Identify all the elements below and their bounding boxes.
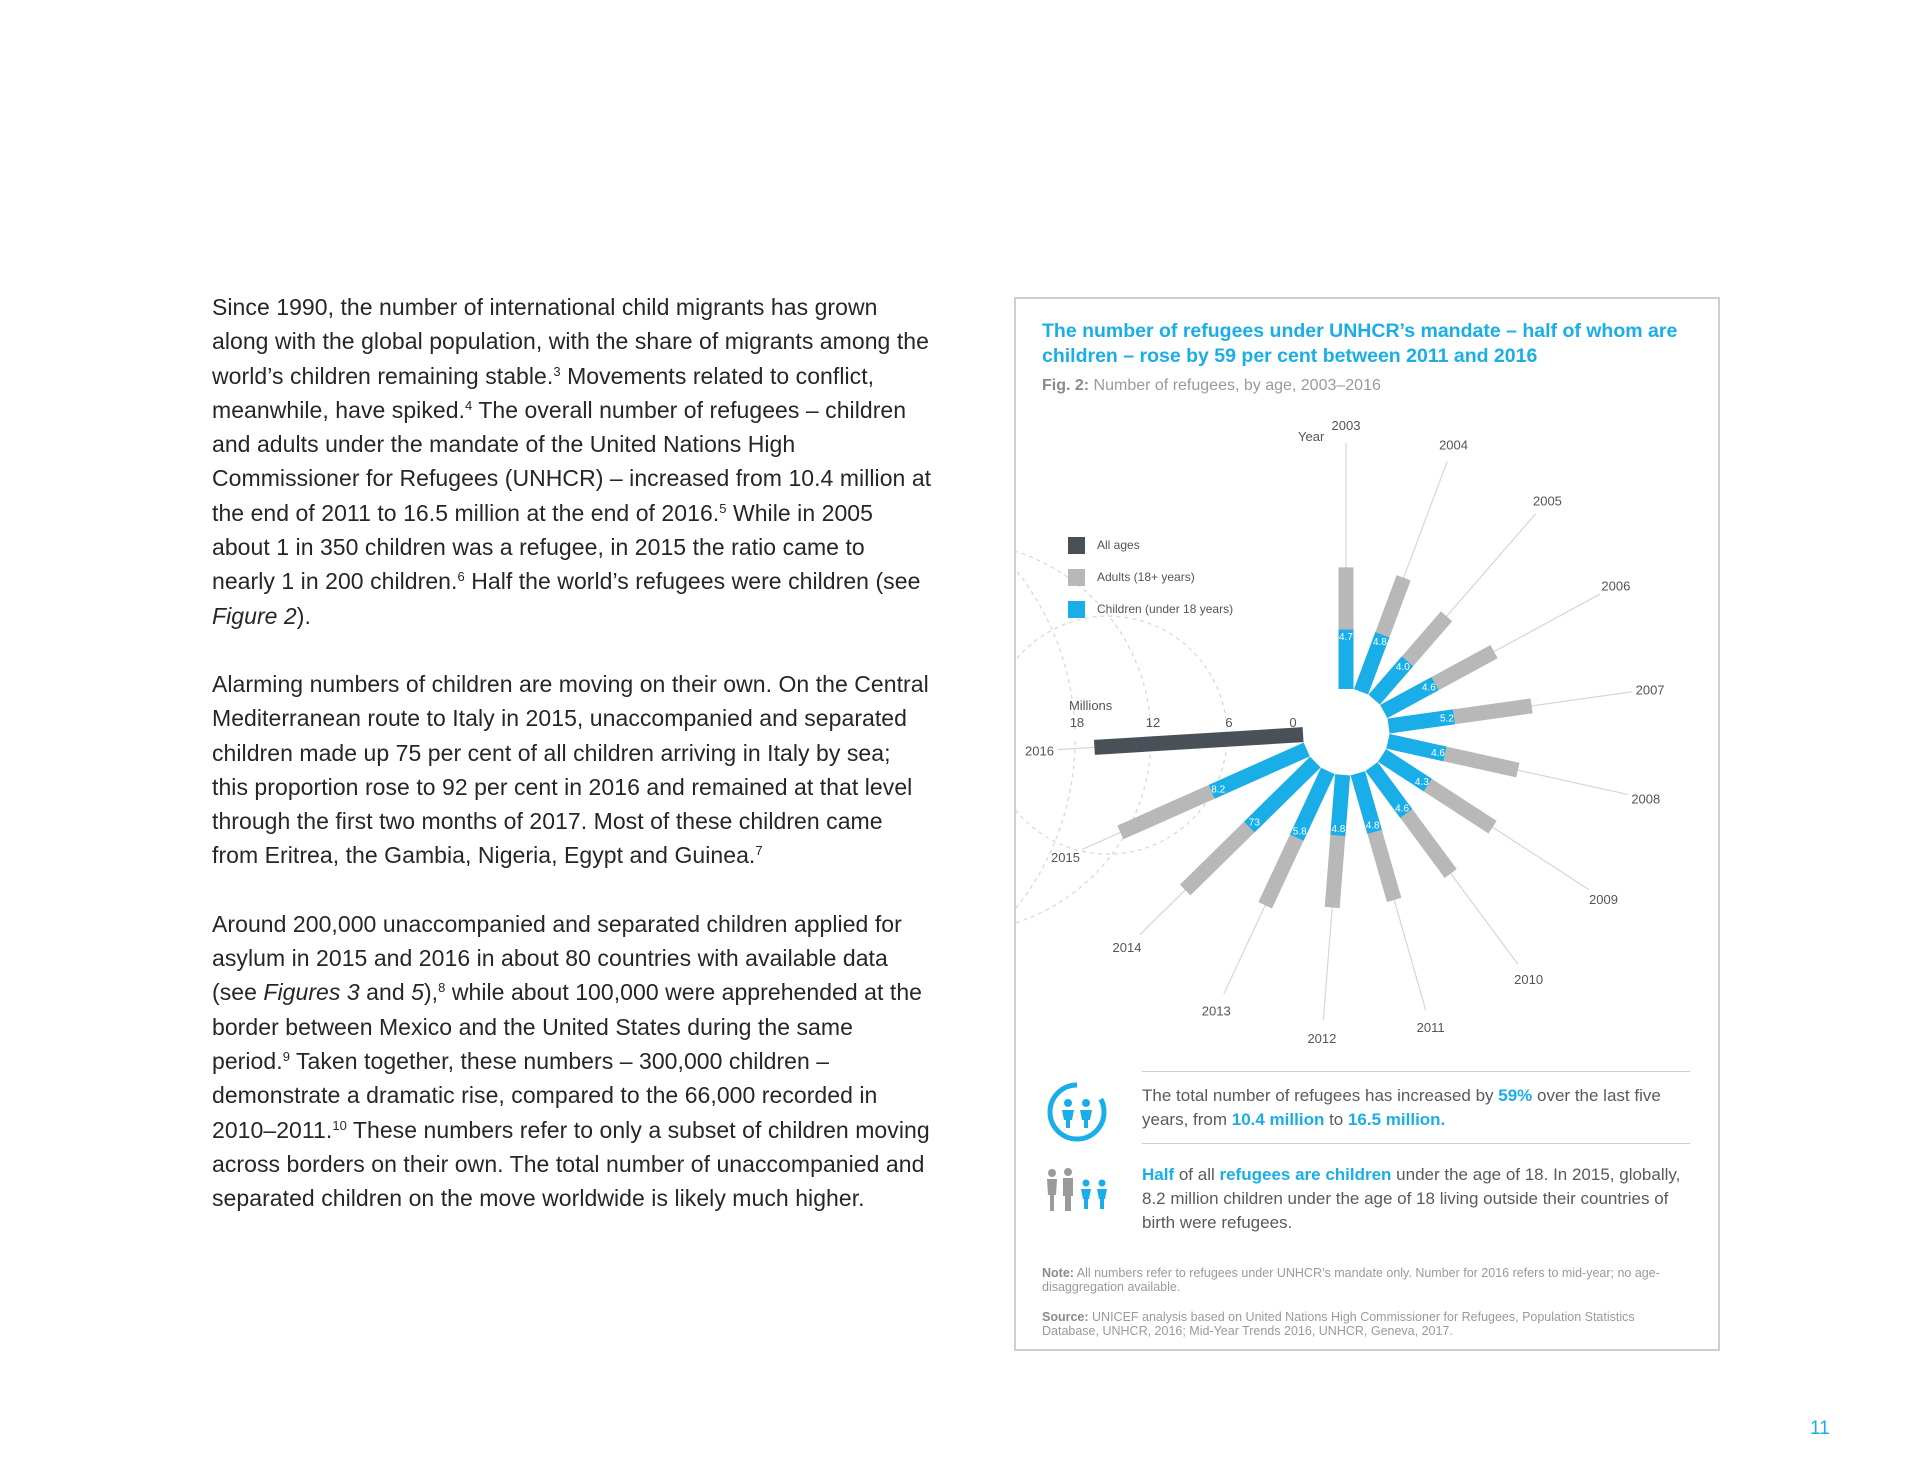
year-label: 2011 xyxy=(1416,1020,1445,1036)
children-value-label: 4.0 xyxy=(1395,662,1410,674)
paragraph-3: Around 200,000 unaccompanied and separated children applied for asylum in 2015 and 2016 in about 80 countries with available data (see Figures 3 and 5),$^8$ while about 100,000 were apprehended at the border between Mexico and the United States during the same period.$^9$ Taken together, these numbers – 300,000 children – demonstrate a dramatic rise, compared to the 66,000 recorded in 2010–2011.10 These numbers refer to only a subset of children moving across borders on their own. The total number of unaccompanied and separated children on the move worldwide is likely much higher. xyxy=(212,910,930,1212)
figure-source: Source: UNICEF analysis based on United Nations High Commissioner for Refugees, Population Statistics Database, UNHCR, 2016; Mid-Year Trends 2016, UNHCR, Geneva, 2017. xyxy=(1042,1310,1635,1338)
grid-ring xyxy=(1016,468,1075,1010)
footnote-ref[interactable]: 6 xyxy=(457,569,465,585)
refugee-children-circle-icon xyxy=(1042,1077,1112,1152)
children-value-label: 4.8 xyxy=(1331,824,1346,836)
children-value-label: 8.2 xyxy=(1211,784,1226,796)
year-label: 2003 xyxy=(1331,417,1361,433)
legend-label: Adults (18+ years) xyxy=(1097,570,1195,584)
stat-half-children: Half of all refugees are children under the age of 18. In 2015, globally, 8.2 million children under the age of 18 living outside their countries of birth were refugees. xyxy=(1142,1165,1681,1232)
children-value-label: 4.8 xyxy=(1372,636,1387,648)
year-label: 2010 xyxy=(1514,971,1544,987)
year-label: 2014 xyxy=(1112,940,1142,956)
footnote-ref[interactable]: 3 xyxy=(553,363,561,379)
children-value-label: 4.6 xyxy=(1395,803,1410,815)
stat-total-increase: The total number of refugees has increased by 59% over the last five years, from 10.4 million to 16.5 million. xyxy=(1142,1086,1661,1129)
radial-bar-chart xyxy=(1016,299,1722,1079)
page-number: 11 xyxy=(1810,1418,1830,1439)
year-label: 2006 xyxy=(1601,578,1631,594)
legend-item xyxy=(1068,561,1233,593)
year-label: 2016 xyxy=(1025,743,1054,759)
children-value-label: 4.3 xyxy=(1414,776,1429,788)
year-label: 2005 xyxy=(1532,493,1562,509)
legend-label: Children (under 18 years) xyxy=(1097,602,1234,616)
radial-tick-label: 12 xyxy=(1145,715,1161,730)
radial-tick-label: 0 xyxy=(1289,715,1297,730)
year-label: 2009 xyxy=(1589,892,1618,908)
children-value-label: 4.6 xyxy=(1421,682,1436,694)
footnote-ref[interactable]: 9 xyxy=(282,1048,290,1064)
radial-tick-label: 18 xyxy=(1069,715,1085,730)
footnote-ref[interactable]: 8 xyxy=(438,980,446,996)
year-label: 2008 xyxy=(1631,791,1661,807)
legend-label: All ages xyxy=(1097,538,1140,552)
year-label: 2012 xyxy=(1307,1031,1337,1047)
paragraph-2: Alarming numbers of children are moving on their own. On the Central Mediterranean route to Italy in 2015, unaccompanied and separated children made up 75 per cent of all children arriving in Italy by sea; this proportion rose to 92 per cent in 2016 and remained at that level through the first two months of 2017. Most of these children came from Eritrea, the Gambia, Nigeria, Egypt and Guinea.$^7$ xyxy=(212,670,929,869)
figure-ref: 5 xyxy=(411,979,424,1006)
legend-swatch xyxy=(1068,569,1085,586)
children-value-label: 4.6 xyxy=(1431,747,1446,759)
chart-center xyxy=(1305,691,1387,773)
figure-caption: Fig. 2: Number of refugees, by age, 2003–2016 xyxy=(1042,377,1381,394)
axis-title: Millions xyxy=(1068,698,1113,713)
figure-ref: Figures 3 xyxy=(263,979,360,1006)
legend-item xyxy=(1068,529,1233,561)
body-text xyxy=(212,290,932,1249)
bar-all-ages xyxy=(1094,735,1303,748)
figure-title: The number of refugees under UNHCR’s mandate – half of whom are children – rose by 59 per cent between 2011 and 2016 xyxy=(1042,320,1678,367)
paragraph-1: Since 1990, the number of international child migrants has grown along with the global population, with the share of migrants among the world’s children remaining stable.$^3$ Movements related to conflict, meanwhile, have spiked.$^4$ The overall number of refugees – children and adults under the mandate of the United Nations High Commissioner for Refugees (UNHCR) – increased from 10.4 million at the end of 2011 to 16.5 million at the end of 2016.$^5$ While in 2005 about 1 in 350 children was a refugee, in 2015 the ratio came to nearly 1 in 200 children.$^6$ Half the world’s refugees were children (see Figure 2). xyxy=(212,294,932,629)
family-icon xyxy=(1044,1167,1124,1222)
children-value-label: 73 xyxy=(1248,817,1260,829)
divider xyxy=(1142,1071,1690,1072)
legend-swatch xyxy=(1068,601,1085,618)
year-label: 2007 xyxy=(1635,682,1665,698)
children-value-label: 4.7 xyxy=(1339,631,1353,643)
figure-note: Note: All numbers refer to refugees under UNHCR’s mandate only. Number for 2016 refers to mid-year; no age-disaggregation available. xyxy=(1042,1266,1660,1294)
children-value-label: 5.2 xyxy=(1439,713,1454,725)
children-value-label: 4.8 xyxy=(1365,820,1380,832)
figure-ref: Figure 2 xyxy=(212,602,297,629)
year-axis-label: Year xyxy=(1298,428,1325,444)
legend-swatch xyxy=(1068,537,1085,554)
divider xyxy=(1142,1143,1690,1144)
children-value-label: 5.8 xyxy=(1292,826,1307,838)
radial-tick-label: 6 xyxy=(1225,715,1233,730)
chart-legend xyxy=(1068,529,1233,625)
year-label: 2004 xyxy=(1439,437,1468,453)
legend-item xyxy=(1068,593,1233,625)
footnote-ref[interactable]: 5 xyxy=(719,500,727,516)
year-label: 2015 xyxy=(1051,849,1080,865)
footnote-ref[interactable]: 7 xyxy=(755,843,763,859)
figure-panel xyxy=(1014,297,1720,1351)
footnote-ref[interactable]: 4 xyxy=(465,397,473,413)
year-label: 2013 xyxy=(1201,1003,1231,1019)
footnote-ref[interactable]: 10 xyxy=(332,1117,347,1133)
